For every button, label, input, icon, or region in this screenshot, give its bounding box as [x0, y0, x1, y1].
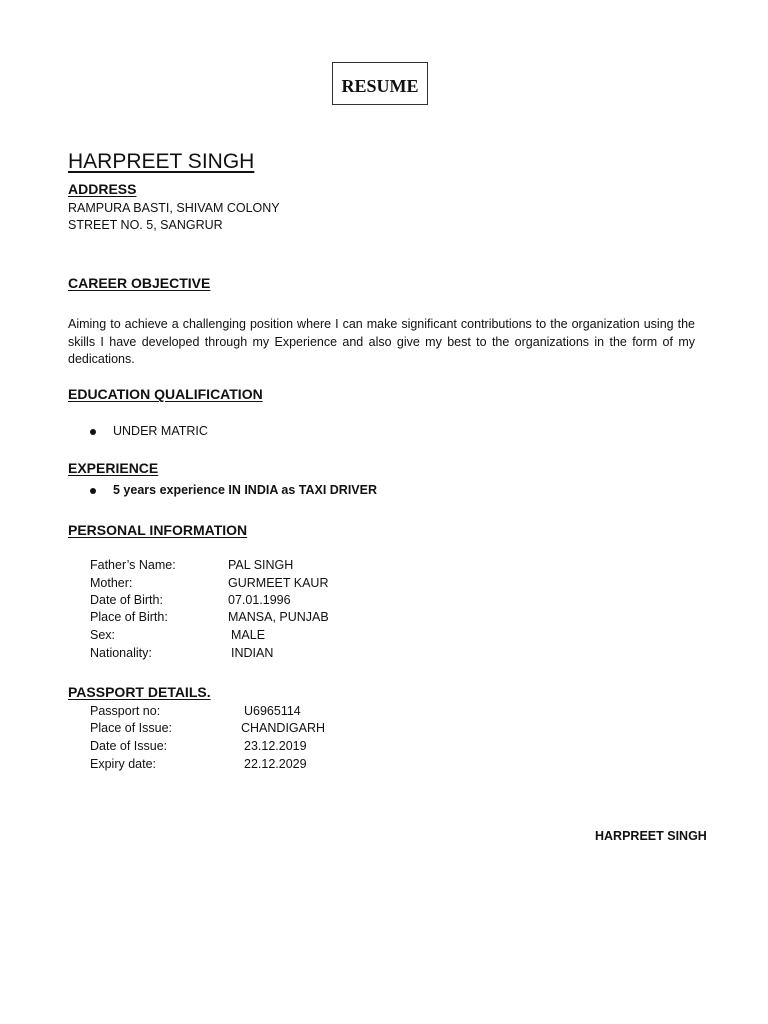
personal-value: PAL SINGH — [228, 558, 294, 572]
passport-label: Passport no: — [90, 704, 161, 718]
personal-info-heading: PERSONAL INFORMATION — [68, 522, 248, 538]
personal-label: Place of Birth: — [90, 610, 168, 624]
passport-label: Expiry date: — [90, 757, 157, 771]
passport-heading: PASSPORT DETAILS. — [68, 684, 211, 700]
signature-name: HARPREET SINGH — [595, 829, 707, 843]
bullet-icon — [90, 429, 96, 435]
address-heading: ADDRESS — [68, 181, 137, 197]
personal-label: Sex: — [90, 628, 116, 642]
career-objective-heading: CAREER OBJECTIVE — [68, 275, 211, 291]
personal-value: MALE — [231, 628, 266, 642]
address-line-2: STREET NO. 5, SANGRUR — [68, 218, 223, 232]
personal-label: Date of Birth: — [90, 593, 163, 607]
passport-value: U6965114 — [244, 704, 301, 718]
experience-heading: EXPERIENCE — [68, 460, 159, 476]
education-heading: EDUCATION QUALIFICATION — [68, 386, 263, 402]
passport-label: Place of Issue: — [90, 721, 172, 735]
education-item-text: UNDER MATRIC — [113, 424, 208, 438]
career-objective-text: Aiming to achieve a challenging position where I can make significant contributions to the organization using the skills I have developed through my Experience and also give my best to the organizations in the form of my dedications. — [68, 317, 695, 366]
personal-value: INDIAN — [231, 646, 274, 660]
personal-value: MANSA, PUNJAB — [228, 610, 329, 624]
address-line-1: RAMPURA BASTI, SHIVAM COLONY — [68, 201, 280, 215]
applicant-name: HARPREET SINGH — [68, 150, 255, 173]
passport-value: 22.12.2029 — [244, 757, 307, 771]
passport-label: Date of Issue: — [90, 739, 168, 753]
experience-item-text: 5 years experience IN INDIA as TAXI DRIVER — [113, 483, 377, 497]
personal-label: Nationality: — [90, 646, 152, 660]
passport-value: CHANDIGARH — [241, 721, 326, 735]
personal-value: 07.01.1996 — [228, 593, 291, 607]
title-box — [332, 62, 428, 105]
personal-label: Mother: — [90, 576, 133, 590]
passport-value: 23.12.2019 — [244, 739, 307, 753]
personal-value: GURMEET KAUR — [228, 576, 329, 590]
document-title: RESUME — [341, 76, 419, 96]
personal-label: Father’s Name: — [90, 558, 176, 572]
bullet-icon — [90, 488, 96, 494]
